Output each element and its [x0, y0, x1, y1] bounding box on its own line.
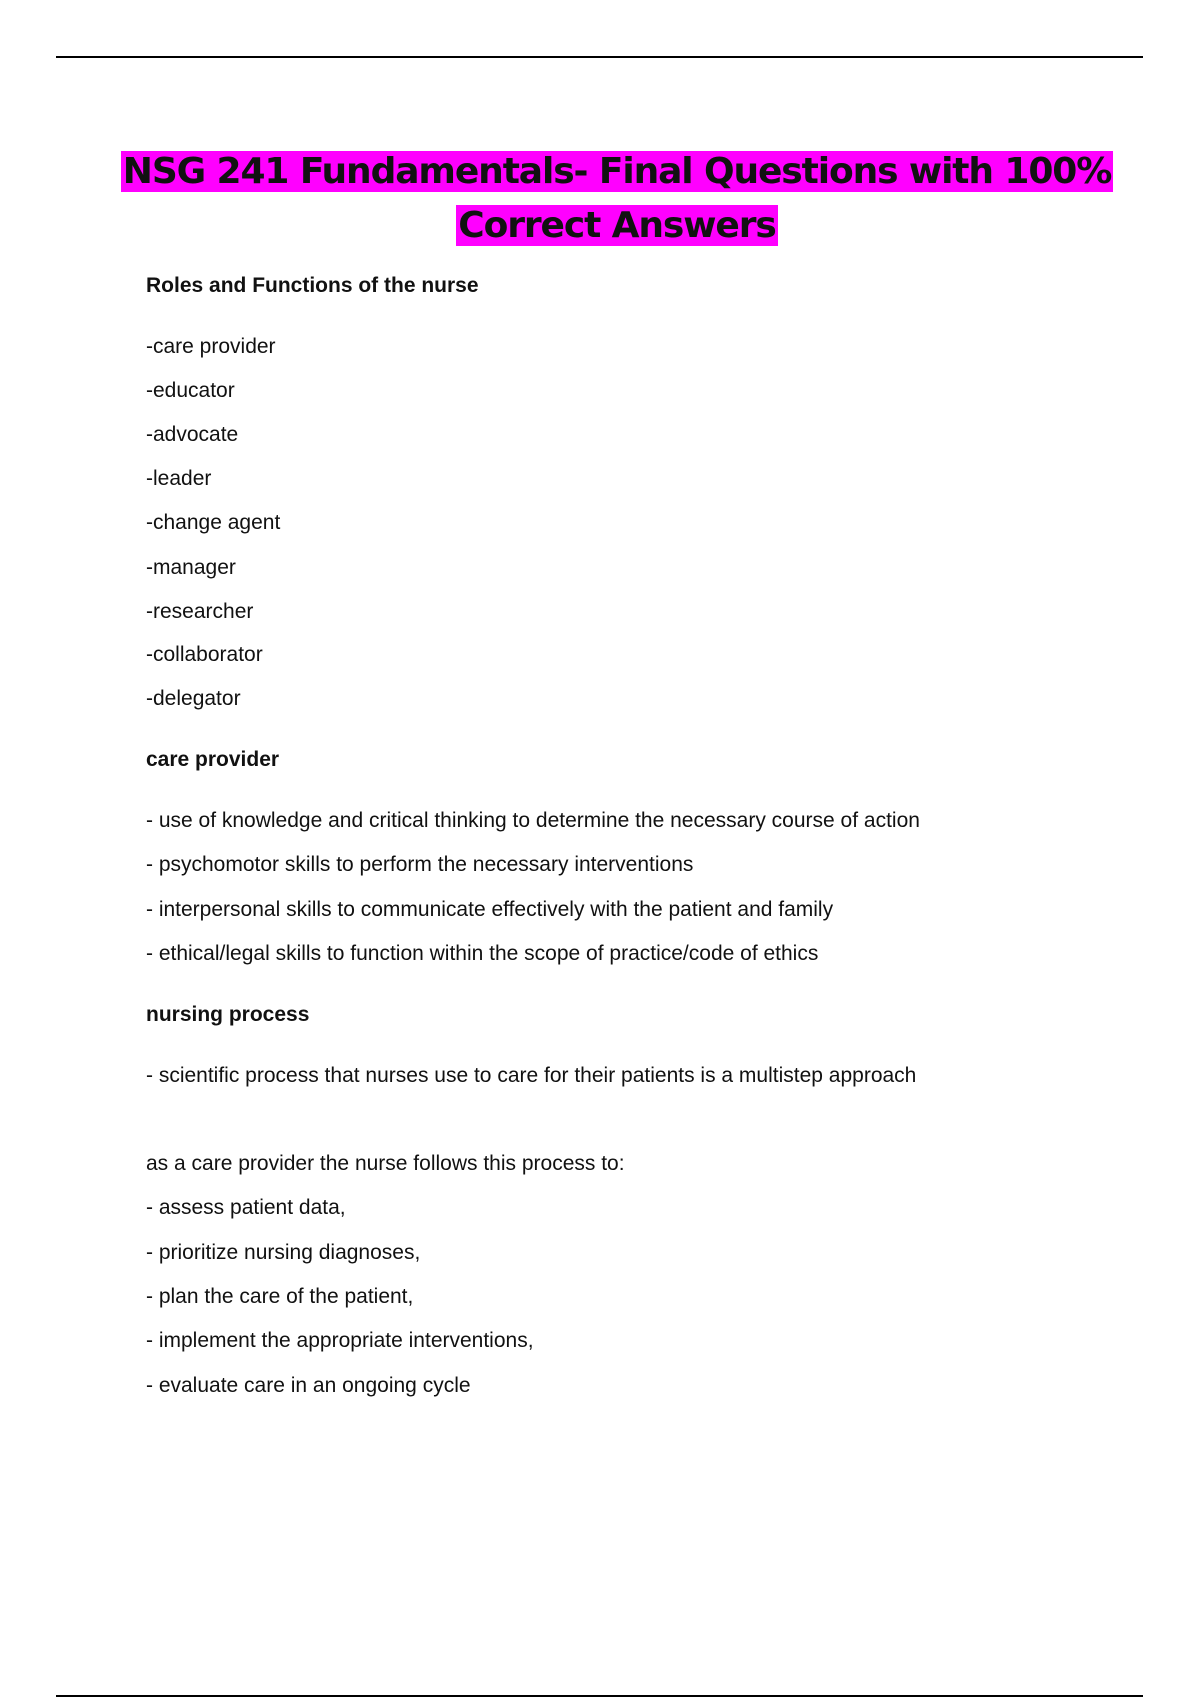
- answer-line: - prioritize nursing diagnoses,: [146, 1241, 421, 1264]
- question-heading: Roles and Functions of the nurse: [146, 274, 479, 297]
- answer-line: as a care provider the nurse follows this process to:: [146, 1152, 625, 1175]
- answer-line: -advocate: [146, 423, 239, 446]
- answer-line: - plan the care of the patient,: [146, 1285, 414, 1308]
- top-rule: [56, 56, 1143, 58]
- answer-line: -manager: [146, 556, 236, 579]
- answer-line: - interpersonal skills to communicate effectively with the patient and family: [146, 898, 834, 921]
- answer-line: - assess patient data,: [146, 1196, 346, 1219]
- bottom-rule: [56, 1695, 1143, 1697]
- answer-line: -collaborator: [146, 643, 263, 666]
- answer-line: -delegator: [146, 687, 241, 710]
- answer-line: -educator: [146, 379, 235, 402]
- question-heading: care provider: [146, 748, 280, 771]
- title-line-2: Correct Answers: [458, 205, 776, 246]
- answer-line: -change agent: [146, 511, 281, 534]
- answer-line: -leader: [146, 467, 212, 490]
- answer-line: - ethical/legal skills to function within the scope of practice/code of ethics: [146, 942, 819, 965]
- question-heading: nursing process: [146, 1003, 310, 1026]
- answer-line: - use of knowledge and critical thinking to determine the necessary course of action: [146, 809, 920, 832]
- document-title: [0, 145, 1200, 253]
- answer-line: - implement the appropriate interventions,: [146, 1329, 534, 1352]
- answer-line: -researcher: [146, 600, 254, 623]
- answer-line: - psychomotor skills to perform the necessary interventions: [146, 853, 694, 876]
- answer-line: - evaluate care in an ongoing cycle: [146, 1374, 471, 1397]
- answer-line: -care provider: [146, 335, 276, 358]
- answer-line: - scientific process that nurses use to care for their patients is a multistep approach: [146, 1064, 917, 1087]
- title-line-1: NSG 241 Fundamentals- Final Questions with 100%: [122, 151, 1112, 192]
